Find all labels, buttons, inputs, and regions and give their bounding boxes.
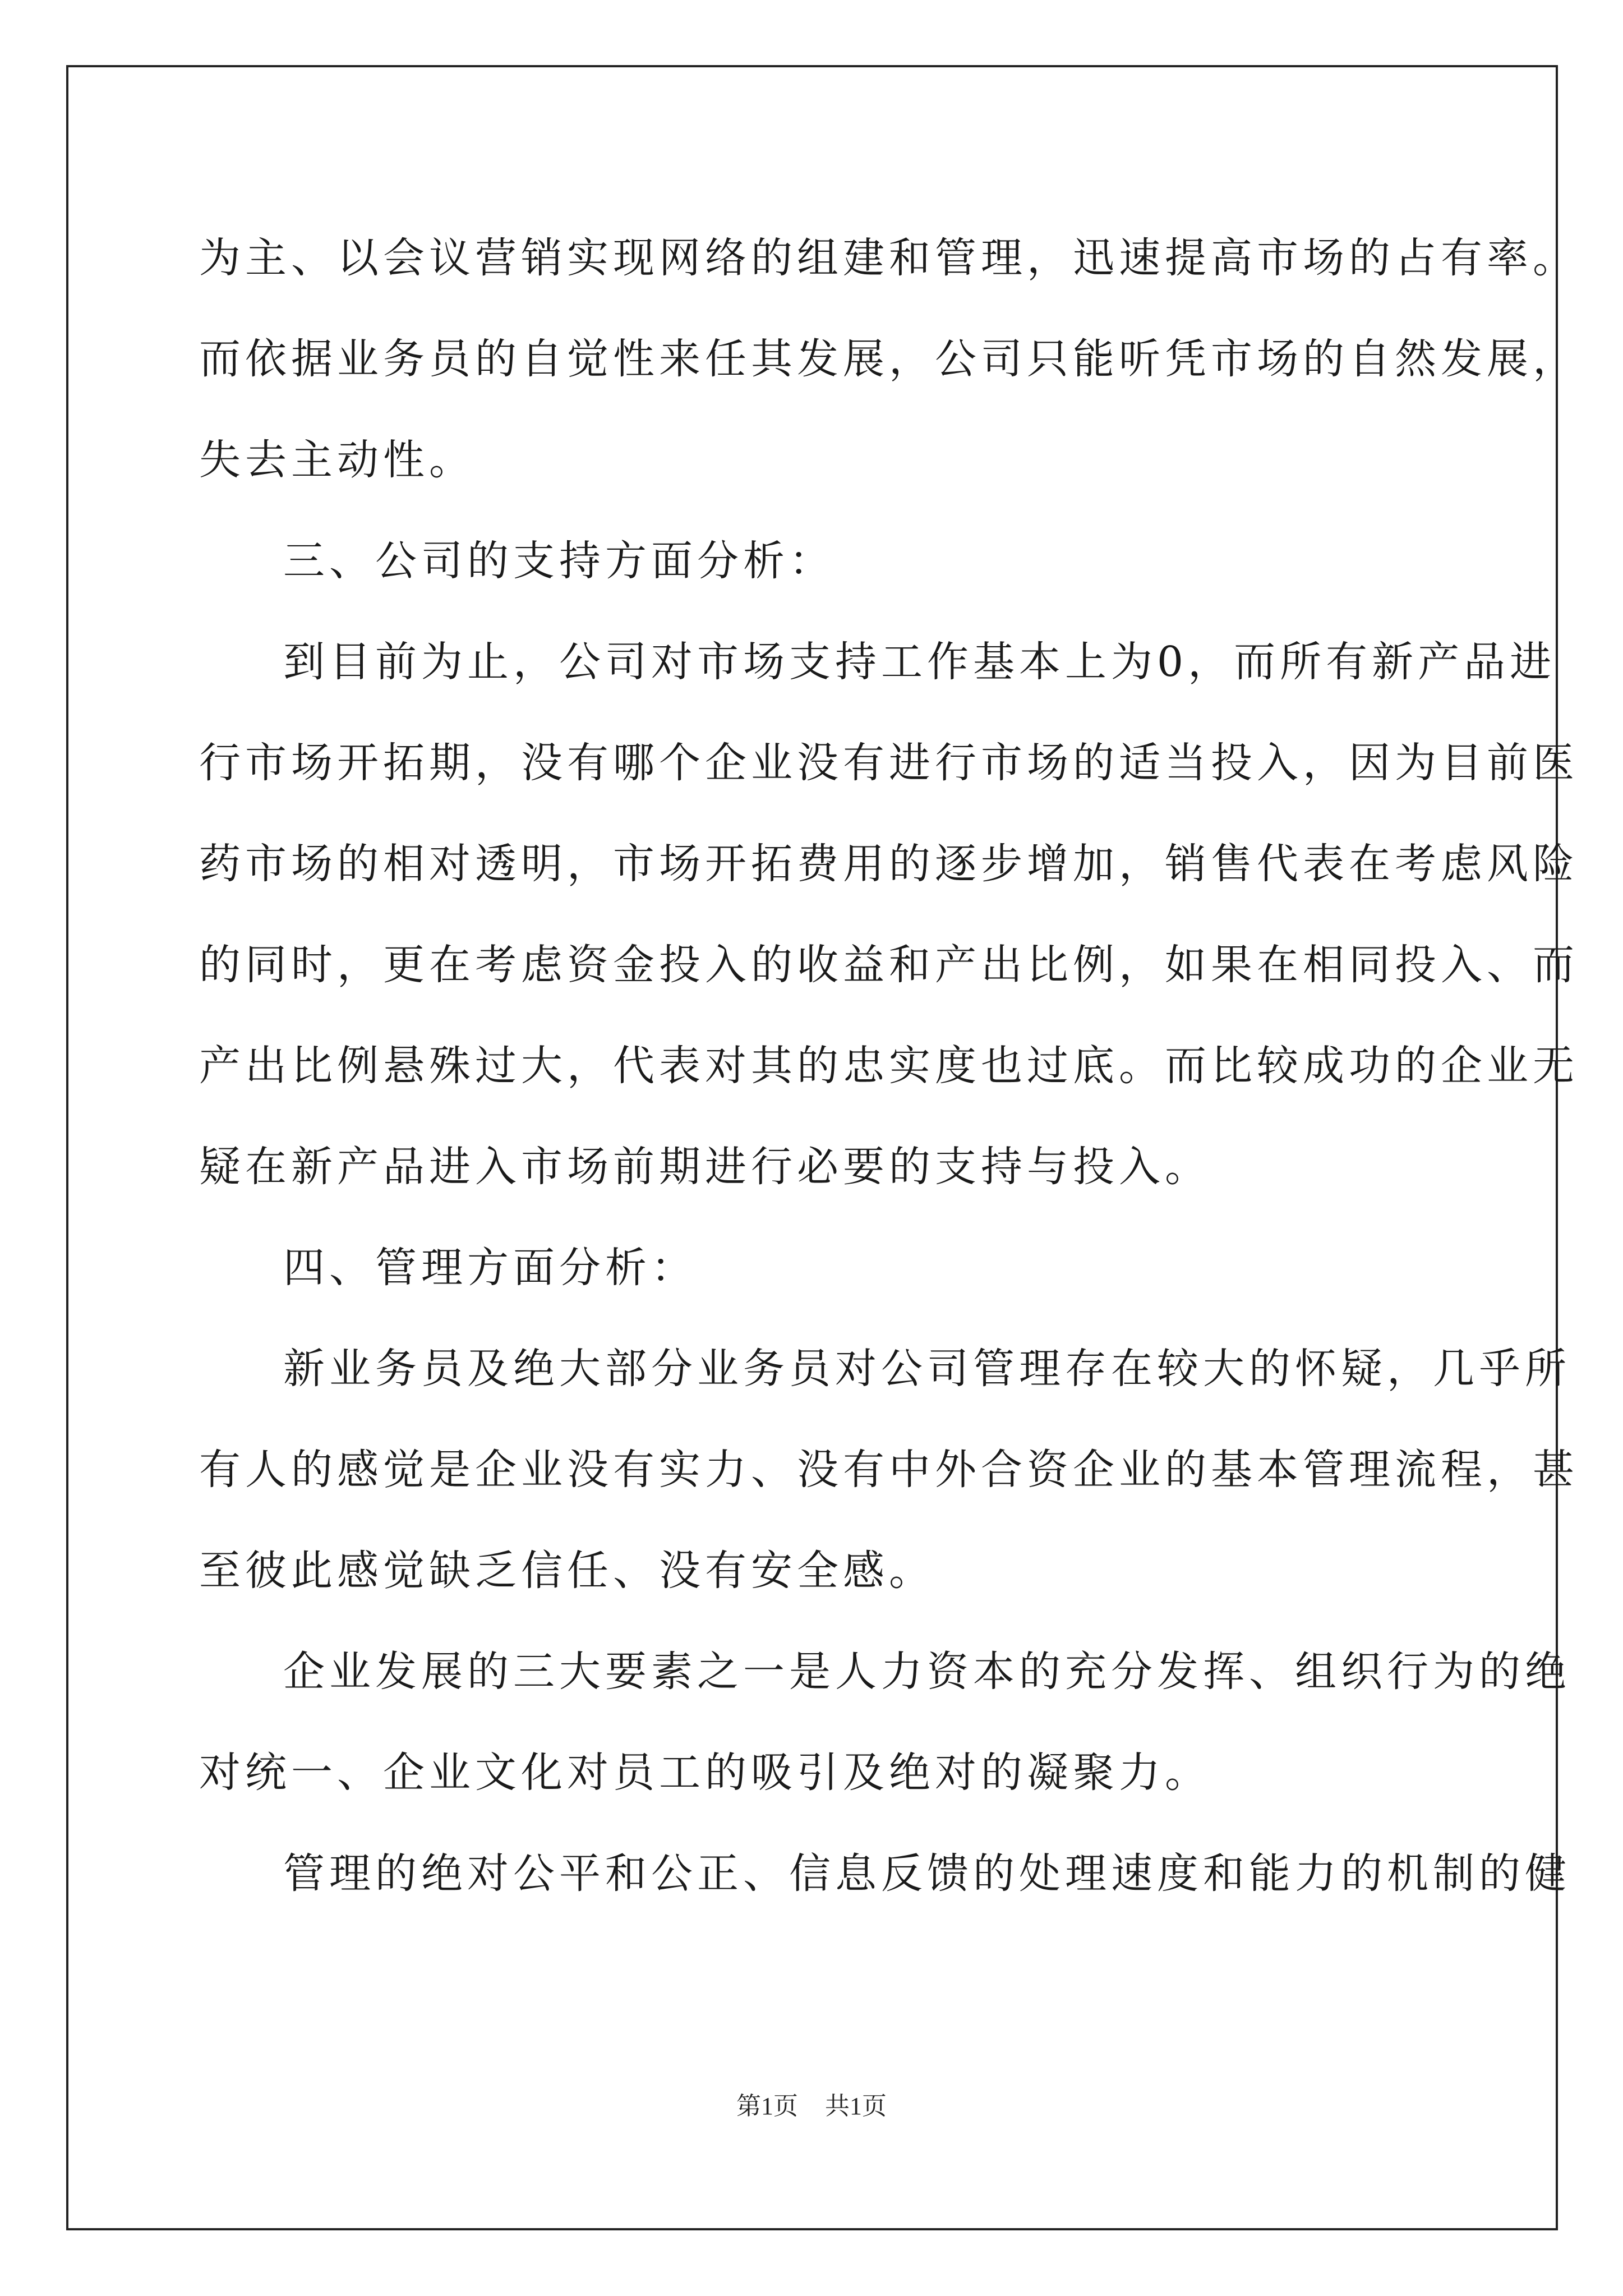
- page-number: 第1页: [736, 2092, 798, 2120]
- text-line: 为主、以会议营销实现网络的组建和管理，迅速提高市场的占有率。: [199, 234, 1579, 282]
- text-line: 有人的感觉是企业没有实力、没有中外合资企业的基本管理流程，甚: [199, 1446, 1579, 1494]
- section-heading: 三、公司的支持方面分析：: [283, 537, 835, 585]
- text-line: 管理的绝对公平和公正、信息反馈的处理速度和能力的机制的健: [283, 1849, 1571, 1898]
- text-line: 对统一、企业文化对员工的吸引及绝对的凝聚力。: [199, 1749, 1211, 1797]
- text-line: 企业发展的三大要素之一是人力资本的充分发挥、组织行为的绝: [283, 1648, 1571, 1696]
- document-body: [199, 208, 1579, 1924]
- text-line: 至彼此感觉缺乏信任、没有安全感。: [199, 1547, 935, 1595]
- page-total: 共1页: [825, 2092, 887, 2120]
- text-line: 的同时，更在考虑资金投入的收益和产出比例，如果在相同投入、而: [199, 941, 1579, 989]
- text-line: 而依据业务员的自觉性来任其发展，公司只能听凭市场的自然发展，: [199, 335, 1579, 383]
- text-line: 产出比例悬殊过大，代表对其的忠实度也过底。而比较成功的企业无: [199, 1042, 1579, 1090]
- text-line: 失去主动性。: [199, 436, 475, 484]
- text-line: 药市场的相对透明，市场开拓费用的逐步增加，销售代表在考虑风险: [199, 840, 1579, 888]
- text-line: 到目前为止，公司对市场支持工作基本上为0，而所有新产品进: [283, 638, 1556, 686]
- text-line: 新业务员及绝大部分业务员对公司管理存在较大的怀疑，几乎所: [283, 1345, 1571, 1393]
- section-heading: 四、管理方面分析：: [283, 1244, 697, 1292]
- text-line: 行市场开拓期，没有哪个企业没有进行市场的适当投入，因为目前医: [199, 739, 1579, 787]
- page-footer: [0, 2086, 1623, 2122]
- text-line: 疑在新产品进入市场前期进行必要的支持与投入。: [199, 1143, 1211, 1191]
